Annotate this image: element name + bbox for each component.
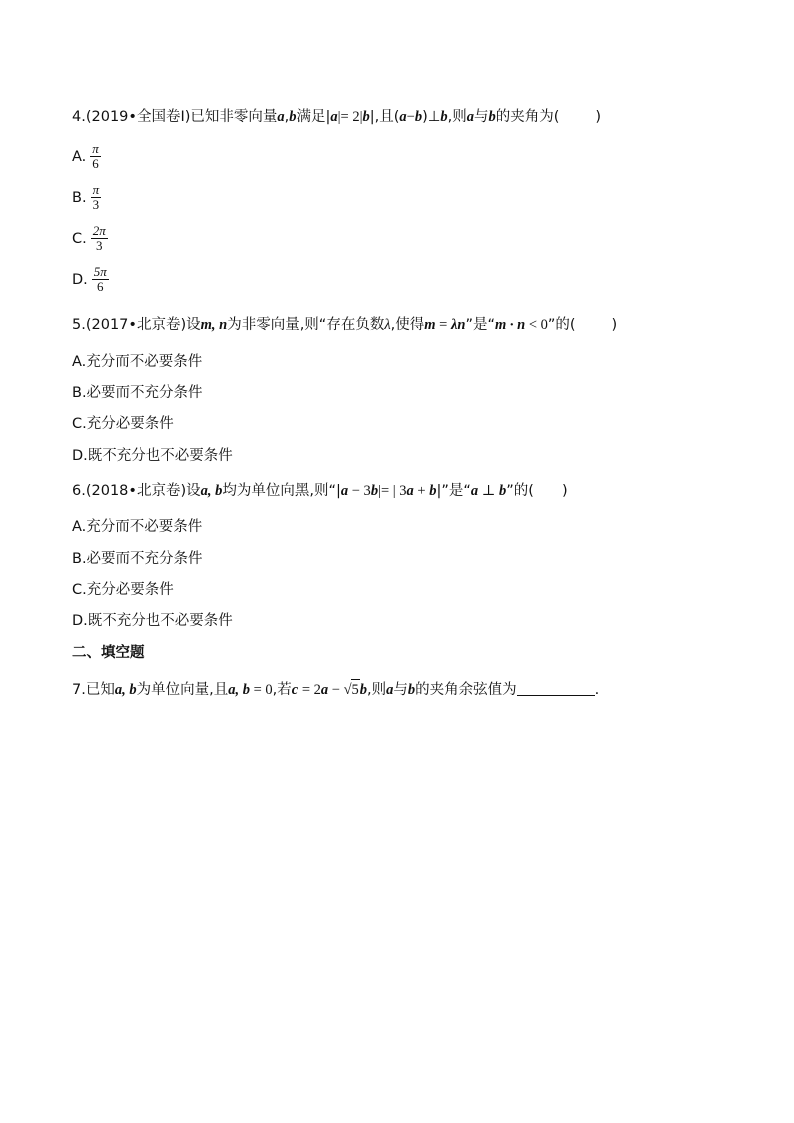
q5-lambda-n: λn bbox=[450, 317, 466, 333]
q5-lambda: λ bbox=[384, 317, 391, 333]
q4-var-a-4: a bbox=[466, 109, 474, 125]
sqrt-sign-icon: √ bbox=[343, 682, 352, 698]
q4-var-b-4: b bbox=[440, 109, 448, 125]
q5-lt0: < 0 bbox=[525, 317, 548, 333]
fraction-numerator: π bbox=[92, 182, 100, 197]
fraction-numerator: π bbox=[92, 141, 99, 156]
q5-var-m: m bbox=[424, 317, 436, 333]
q6-var-a: a bbox=[340, 483, 349, 499]
q7-text-3: ,则 bbox=[367, 682, 387, 698]
q7-answer-blank[interactable] bbox=[517, 680, 595, 696]
q4-comma: , bbox=[284, 109, 290, 125]
q4-var-a-3: a bbox=[399, 109, 407, 125]
fraction-denominator: 6 bbox=[92, 156, 99, 171]
q4-var-b-5: b bbox=[488, 109, 496, 125]
q4-text-5: ,则 bbox=[447, 109, 467, 125]
q6-option-d: D.既不充分也不必要条件 bbox=[72, 613, 233, 629]
q4-var-b-3: b bbox=[414, 109, 423, 125]
q4-text-1: 满足| bbox=[296, 109, 331, 125]
option-label: B. bbox=[72, 189, 87, 206]
q4-option-d bbox=[72, 265, 109, 294]
fraction-denominator: 3 bbox=[92, 197, 100, 212]
q5-option-a: A.充分而不必要条件 bbox=[72, 354, 203, 370]
q7-eq0: = 0 bbox=[249, 682, 273, 698]
q7-minus: − bbox=[328, 682, 344, 698]
q6-minus3: − 3 bbox=[348, 483, 371, 499]
q6-var-a-3: a bbox=[470, 483, 479, 499]
q4-text-4: )⊥ bbox=[422, 109, 441, 125]
q4-option-c bbox=[72, 224, 108, 253]
q4-var-a: a bbox=[277, 109, 285, 125]
q6-text-1: 均为单位向黑,则“| bbox=[222, 483, 341, 499]
fraction-numerator: 2π bbox=[92, 223, 106, 238]
q7-end: . bbox=[594, 682, 600, 698]
option-label: A. bbox=[72, 148, 87, 165]
question-5 bbox=[72, 315, 617, 335]
q5-text-3: ”是“ bbox=[465, 317, 495, 333]
q7-var-b: b bbox=[359, 682, 368, 698]
q7-var-b-2: b bbox=[407, 682, 416, 698]
q4-text-6: 与 bbox=[474, 109, 489, 125]
q6-text-2: |”是“ bbox=[436, 483, 471, 499]
q6-end: ) bbox=[561, 483, 568, 499]
q6-perp: ⊥ bbox=[478, 483, 500, 499]
q7-text-4: 与 bbox=[393, 682, 408, 698]
fraction-denominator: 3 bbox=[95, 238, 103, 253]
q6-eqbar: |= | 3 bbox=[378, 483, 407, 499]
q7-var-c: c bbox=[291, 682, 299, 698]
q4-minus: − bbox=[406, 109, 415, 125]
q4-option-a bbox=[72, 142, 101, 171]
q6-option-c: C.充分必要条件 bbox=[72, 582, 174, 598]
q4-var-b: b bbox=[289, 109, 297, 125]
fraction-denominator: 6 bbox=[97, 279, 104, 294]
q6-var-a-2: a bbox=[406, 483, 414, 499]
q4-end: ) bbox=[595, 109, 602, 125]
fraction bbox=[92, 265, 109, 294]
q5-option-b: B.必要而不充分条件 bbox=[72, 385, 203, 401]
q6-text-3: ”的( bbox=[506, 483, 534, 499]
q5-text-1: 为非零向量,则“存在负数 bbox=[227, 317, 385, 333]
q5-m-dot-n: m · n bbox=[494, 317, 526, 333]
q4-option-b bbox=[72, 183, 101, 212]
fraction bbox=[91, 183, 102, 212]
q4-text-2: |= 2| bbox=[337, 109, 363, 125]
section-heading: 二、填空题 bbox=[72, 645, 145, 661]
fraction bbox=[90, 142, 101, 171]
q7-sqrt5: 5 bbox=[351, 679, 360, 700]
q4-text-7: 的夹角为( bbox=[495, 109, 560, 125]
q6-option-b: B.必要而不充分条件 bbox=[72, 551, 203, 567]
q4-prefix: 4.(2019•全国卷I)已知非零向量 bbox=[72, 109, 278, 125]
q7-var-a-2: a bbox=[386, 682, 394, 698]
q7-text-1: 为单位向量,且 bbox=[136, 682, 229, 698]
q6-var-b-2: b bbox=[429, 483, 437, 499]
q4-var-b-2: b bbox=[362, 109, 370, 125]
q6-plus: + bbox=[413, 483, 430, 499]
q6-var-b: b bbox=[370, 483, 379, 499]
q5-text-4: ”的( bbox=[547, 317, 576, 333]
q4-text-3: |,且( bbox=[369, 109, 400, 125]
q4-var-a-2: a bbox=[330, 109, 338, 125]
q6-prefix: 6.(2018•北京卷)设 bbox=[72, 483, 201, 499]
q7-var-a: a bbox=[320, 682, 329, 698]
q5-vars-mn: m, n bbox=[200, 317, 228, 333]
q5-option-c: C.充分必要条件 bbox=[72, 416, 174, 432]
q7-text-2: ,若 bbox=[272, 682, 292, 698]
q7-vars-ab-2: a, b bbox=[228, 682, 250, 698]
q5-prefix: 5.(2017•北京卷)设 bbox=[72, 317, 201, 333]
q6-vars-ab: a, b bbox=[200, 483, 223, 499]
q7-vars-ab: a, b bbox=[114, 682, 137, 698]
fraction-numerator: 5π bbox=[93, 264, 107, 279]
q7-prefix: 7.已知 bbox=[72, 682, 115, 698]
question-7 bbox=[72, 679, 599, 700]
option-label: C. bbox=[72, 230, 87, 247]
q7-text-5: 的夹角余弦值为 bbox=[415, 682, 517, 698]
q7-eq: = 2 bbox=[298, 682, 321, 698]
q5-option-d: D.既不充分也不必要条件 bbox=[72, 448, 233, 464]
fraction bbox=[91, 224, 108, 253]
q6-option-a: A.充分而不必要条件 bbox=[72, 519, 203, 535]
q6-var-b-3: b bbox=[499, 483, 507, 499]
q5-text-2: ,使得 bbox=[390, 317, 425, 333]
question-4 bbox=[72, 107, 601, 127]
q5-eq: = bbox=[435, 317, 451, 333]
question-6 bbox=[72, 481, 568, 501]
option-label: D. bbox=[72, 271, 88, 288]
q5-end: ) bbox=[611, 317, 618, 333]
